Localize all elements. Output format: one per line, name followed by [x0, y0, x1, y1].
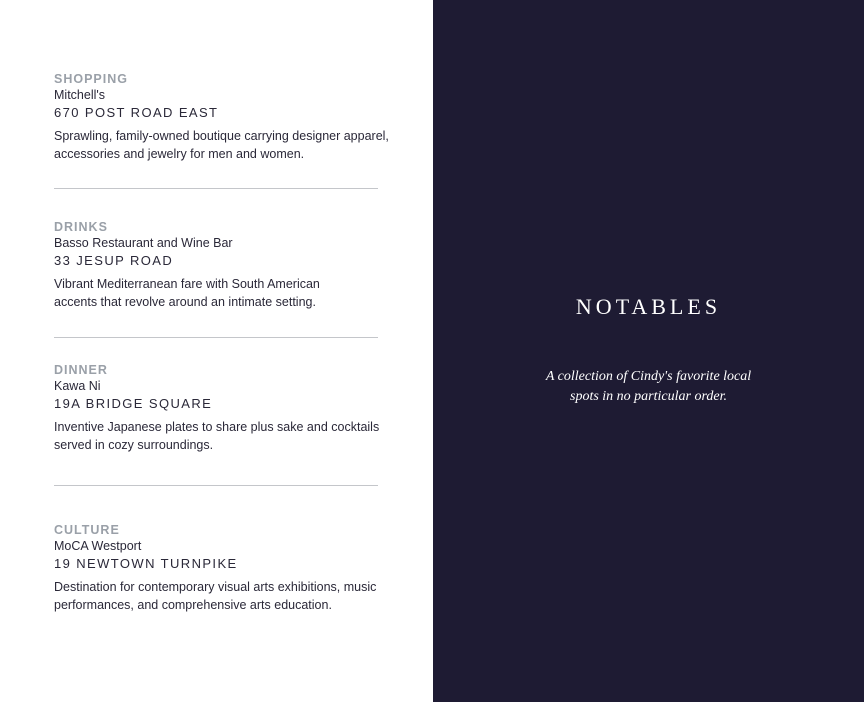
- entry-shopping: [54, 71, 404, 163]
- page-title: NOTABLES: [575, 294, 722, 319]
- venue-address: 19 NEWTOWN TURNPIKE: [54, 556, 238, 571]
- entry-culture: [54, 522, 404, 614]
- venue-address: 19A BRIDGE SQUARE: [54, 396, 213, 411]
- divider: [54, 337, 378, 338]
- entry-dinner: [54, 362, 404, 454]
- category-label: CULTURE: [54, 523, 120, 537]
- venue-name: Kawa Ni: [54, 379, 101, 393]
- page-subtitle: A collection of Cindy's favorite local spots in no particular order.: [545, 369, 752, 404]
- venue-address: 33 JESUP ROAD: [54, 253, 174, 268]
- venue-name: MoCA Westport: [54, 539, 142, 553]
- category-label: DRINKS: [54, 220, 108, 234]
- category-label: DINNER: [54, 363, 108, 377]
- entry-drinks: [54, 219, 404, 311]
- venue-name: Basso Restaurant and Wine Bar: [54, 236, 233, 250]
- venue-description: Destination for contemporary visual arts exhibitions, music performances, and comprehensive arts education.: [54, 580, 377, 612]
- title-panel: [433, 0, 864, 702]
- venue-description: Vibrant Mediterranean fare with South American accents that revolve around an intimate setting.: [54, 277, 320, 309]
- venue-address: 670 POST ROAD EAST: [54, 105, 219, 120]
- divider: [54, 188, 378, 189]
- divider: [54, 485, 378, 486]
- venue-description: Inventive Japanese plates to share plus sake and cocktails served in cozy surroundings.: [54, 420, 380, 452]
- venue-description: Sprawling, family-owned boutique carrying designer apparel, accessories and jewelry for men and women.: [54, 129, 389, 161]
- venue-name: Mitchell's: [54, 88, 106, 102]
- category-label: SHOPPING: [54, 72, 128, 86]
